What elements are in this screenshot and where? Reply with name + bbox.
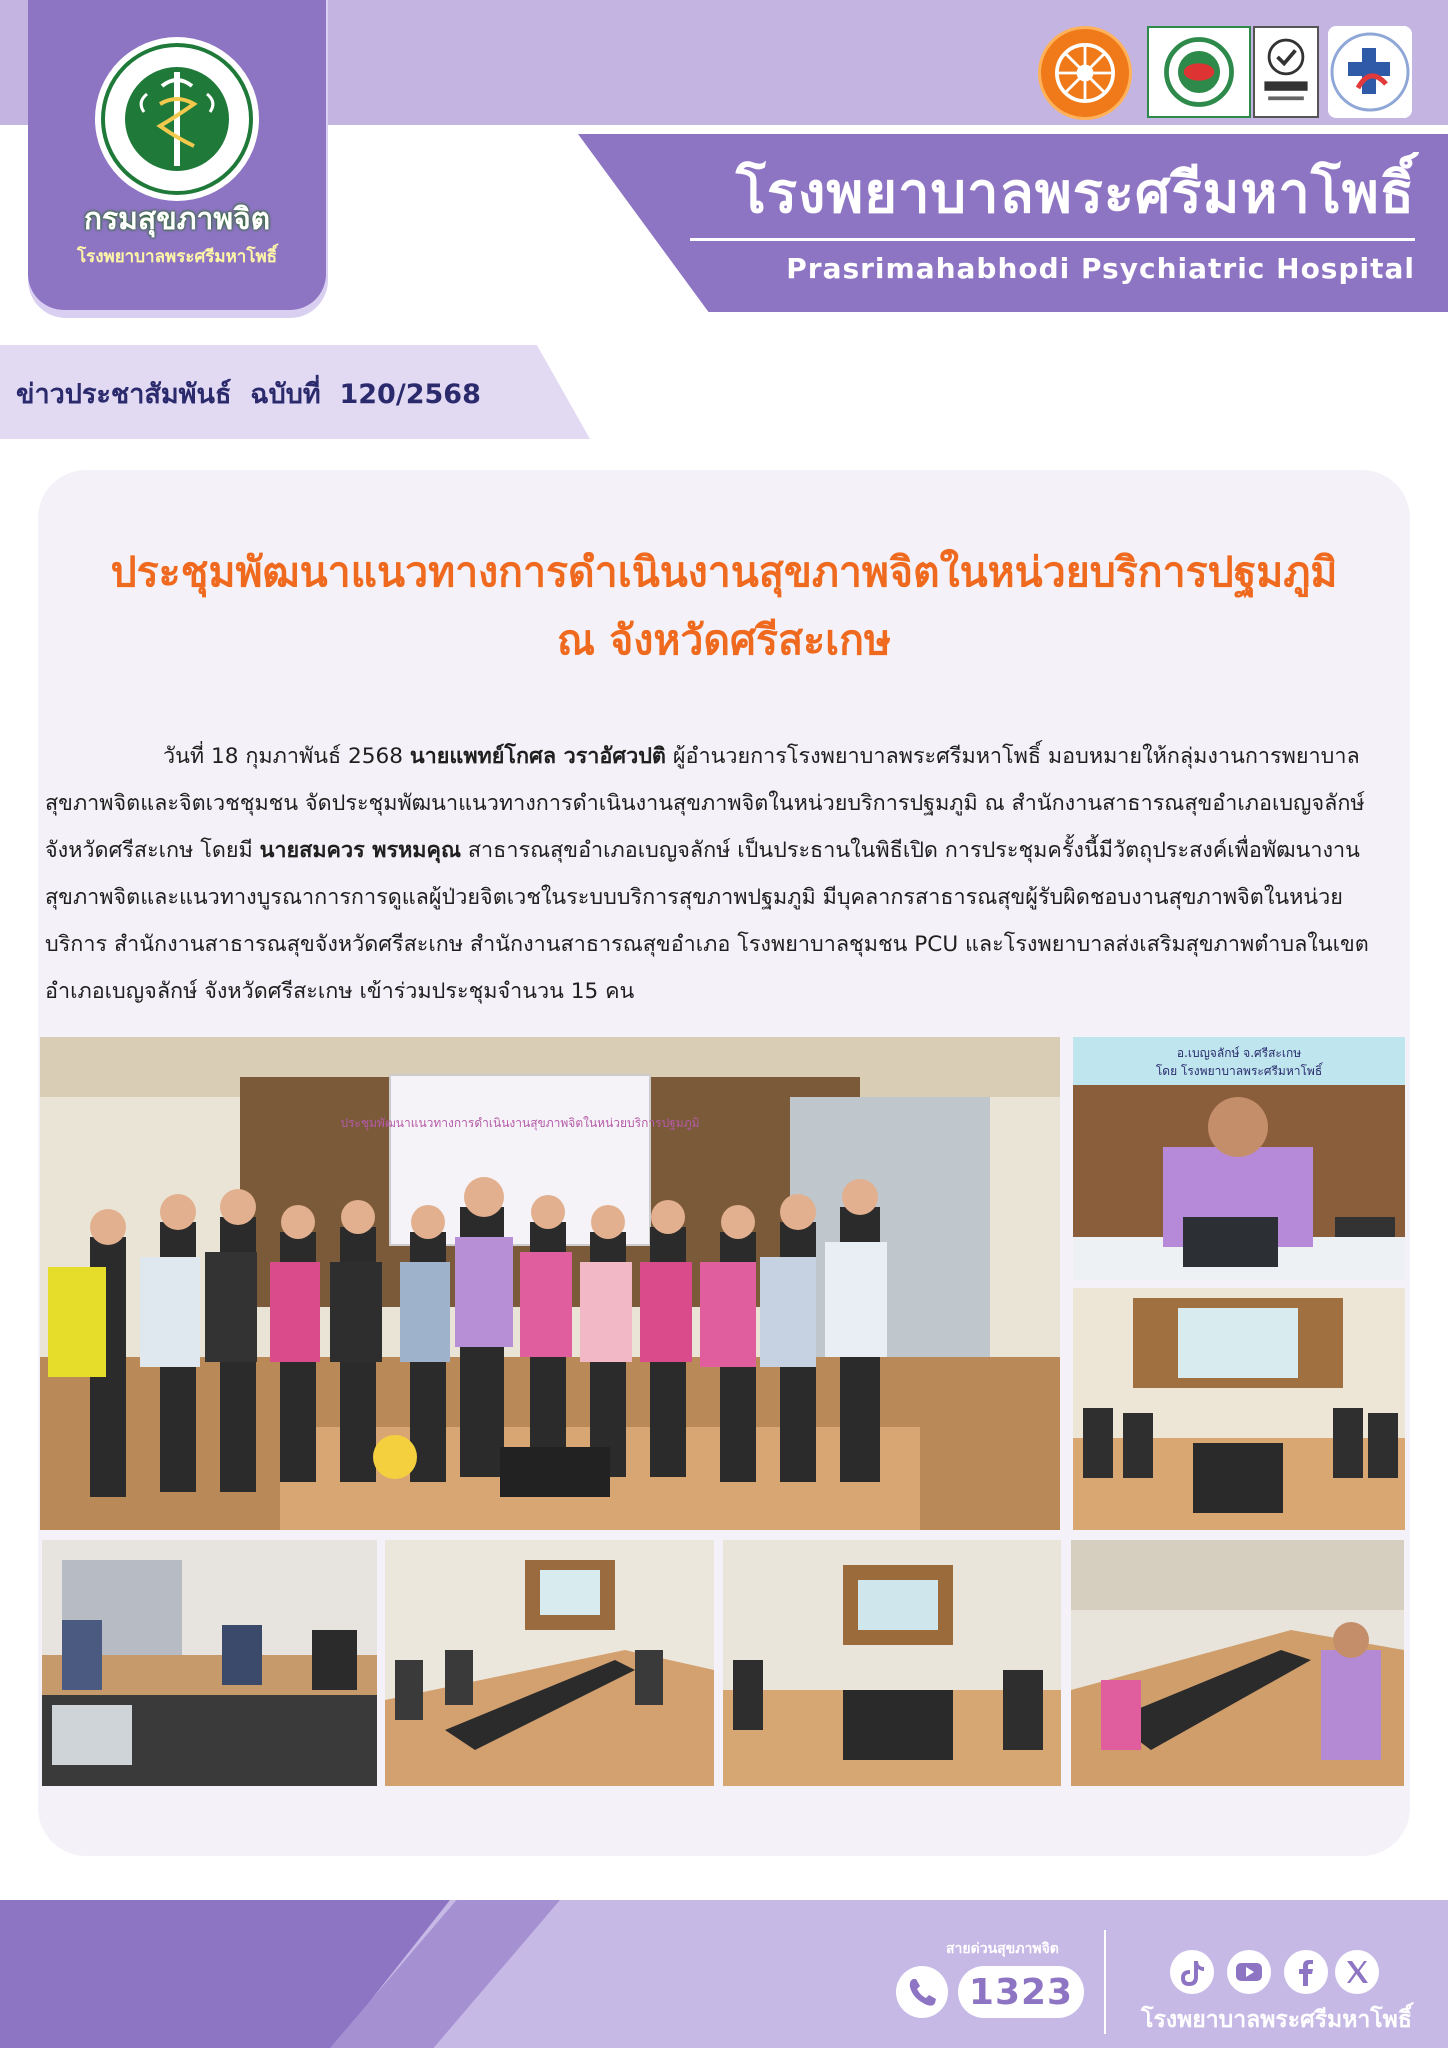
meeting-room-photo-5 xyxy=(1071,1540,1404,1786)
ukas-badge-icon xyxy=(1253,26,1319,118)
body-line-4: สุขภาพจิตและแนวทางบูรณาการการดูแลผู้ป่วยจิตเวชในระบบบริการสุขภาพปฐมภูมิ มีบุคลากรสาธารณสุขผู้รับผิดชอบงานสุขภาพจิตในหน่วย xyxy=(45,885,1343,910)
group-photo xyxy=(40,1037,1060,1530)
body-text-segment: ผู้อำนวยการโรงพยาบาลพระศรีมหาโพธิ์ มอบหมายให้กลุ่มงานการพยาบาล xyxy=(665,744,1360,769)
footer-hospital-name: โรงพยาบาลพระศรีมหาโพธิ์ xyxy=(1141,2007,1412,2033)
director-name: นายแพทย์โกศล วราอัศวปติ xyxy=(409,744,666,769)
hospital-name-divider xyxy=(690,238,1415,241)
article-headline xyxy=(60,538,1388,674)
urs-iso-badge-icon xyxy=(1147,26,1251,118)
ministry-seal-logo xyxy=(92,34,262,204)
tiktok-icon[interactable] xyxy=(1170,1950,1214,1994)
x-icon[interactable] xyxy=(1335,1950,1379,1994)
body-line-6: อำเภอเบญจลักษ์ จังหวัดศรีสะเกษ เข้าร่วมประชุมจำนวน 15 คน xyxy=(45,979,635,1004)
body-text-segment: จังหวัดศรีสะเกษ โดยมี xyxy=(45,838,260,863)
hospital-name-english: Prasrimahabhodi Psychiatric Hospital xyxy=(786,252,1415,285)
body-text-segment: สาธารณสุขอำเภอเบญจลักษ์ เป็นประธานในพิธีเปิด การประชุมครั้งนี้มีวัตถุประสงค์เพื่อพัฒนางาน xyxy=(461,838,1360,863)
screen-title: ประชุมพัฒนาแนวทางการดำเนินงานสุขภาพจิตในหน่วยบริการปฐมภูมิ xyxy=(340,1116,700,1130)
headline-line-1: ประชุมพัฒนาแนวทางการดำเนินงานสุขภาพจิตในหน่วยบริการปฐมภูมิ xyxy=(110,548,1338,596)
department-subtitle: โรงพยาบาลพระศรีมหาโพธิ์ xyxy=(76,247,278,267)
banner-line-2: โดย โรงพยาบาลพระศรีมหาโพธิ์ xyxy=(1155,1064,1323,1078)
department-name: กรมสุขภาพจิต xyxy=(83,202,271,237)
dharma-wheel-icon xyxy=(1038,26,1132,120)
chairman-speaking-photo xyxy=(1073,1037,1405,1280)
article-body xyxy=(45,733,1407,1015)
footer-divider xyxy=(1104,1930,1106,2034)
chairman-name: นายสมควร พรหมคุณ xyxy=(259,838,462,863)
body-text-segment: วันที่ 18 กุมภาพันธ์ 2568 xyxy=(163,744,410,769)
body-line-5: บริการ สำนักงานสาธารณสุขจังหวัดศรีสะเกษ สำนักงานสาธารณสุขอำเภอ โรงพยาบาลชุมชน PCU และโรงพยาบาลส่งเสริมสุขภาพตำบลในเขต xyxy=(45,932,1369,957)
meeting-room-photo-1 xyxy=(1073,1288,1405,1530)
headline-line-2: ณ จังหวัดศรีสะเกษ xyxy=(557,616,891,664)
healthcare-accreditation-badge-icon xyxy=(1328,26,1412,118)
ministry-seal-icon xyxy=(92,34,262,204)
body-line-3 xyxy=(45,827,1407,874)
body-line-2: สุขภาพจิตและจิตเวชชุมชน จัดประชุมพัฒนาแนวทางการดำเนินงานสุขภาพจิตในหน่วยบริการปฐมภูมิ ณ สำนักงานสาธารณสุขอำเภอเบญจลักษ์ xyxy=(45,791,1365,816)
facebook-icon[interactable] xyxy=(1284,1950,1328,1994)
meeting-room-photo-3 xyxy=(385,1540,714,1786)
youtube-icon[interactable] xyxy=(1227,1950,1271,1994)
banner-line-1: อ.เบญจลักษ์ จ.ศรีสะเกษ xyxy=(1176,1046,1302,1060)
meeting-room-photo-4 xyxy=(723,1540,1061,1786)
body-line-1 xyxy=(45,733,1407,780)
hospital-name-thai: โรงพยาบาลพระศรีมหาโพธิ์ xyxy=(735,161,1415,226)
phone-icon xyxy=(896,1966,948,2018)
issue-number: ข่าวประชาสัมพันธ์ ฉบับที่ 120/2568 xyxy=(16,379,481,410)
hotline-number[interactable]: 1323 xyxy=(968,1972,1074,2013)
meeting-room-photo-2 xyxy=(42,1540,377,1786)
hotline-label: สายด่วนสุขภาพจิต xyxy=(946,1941,1059,1957)
